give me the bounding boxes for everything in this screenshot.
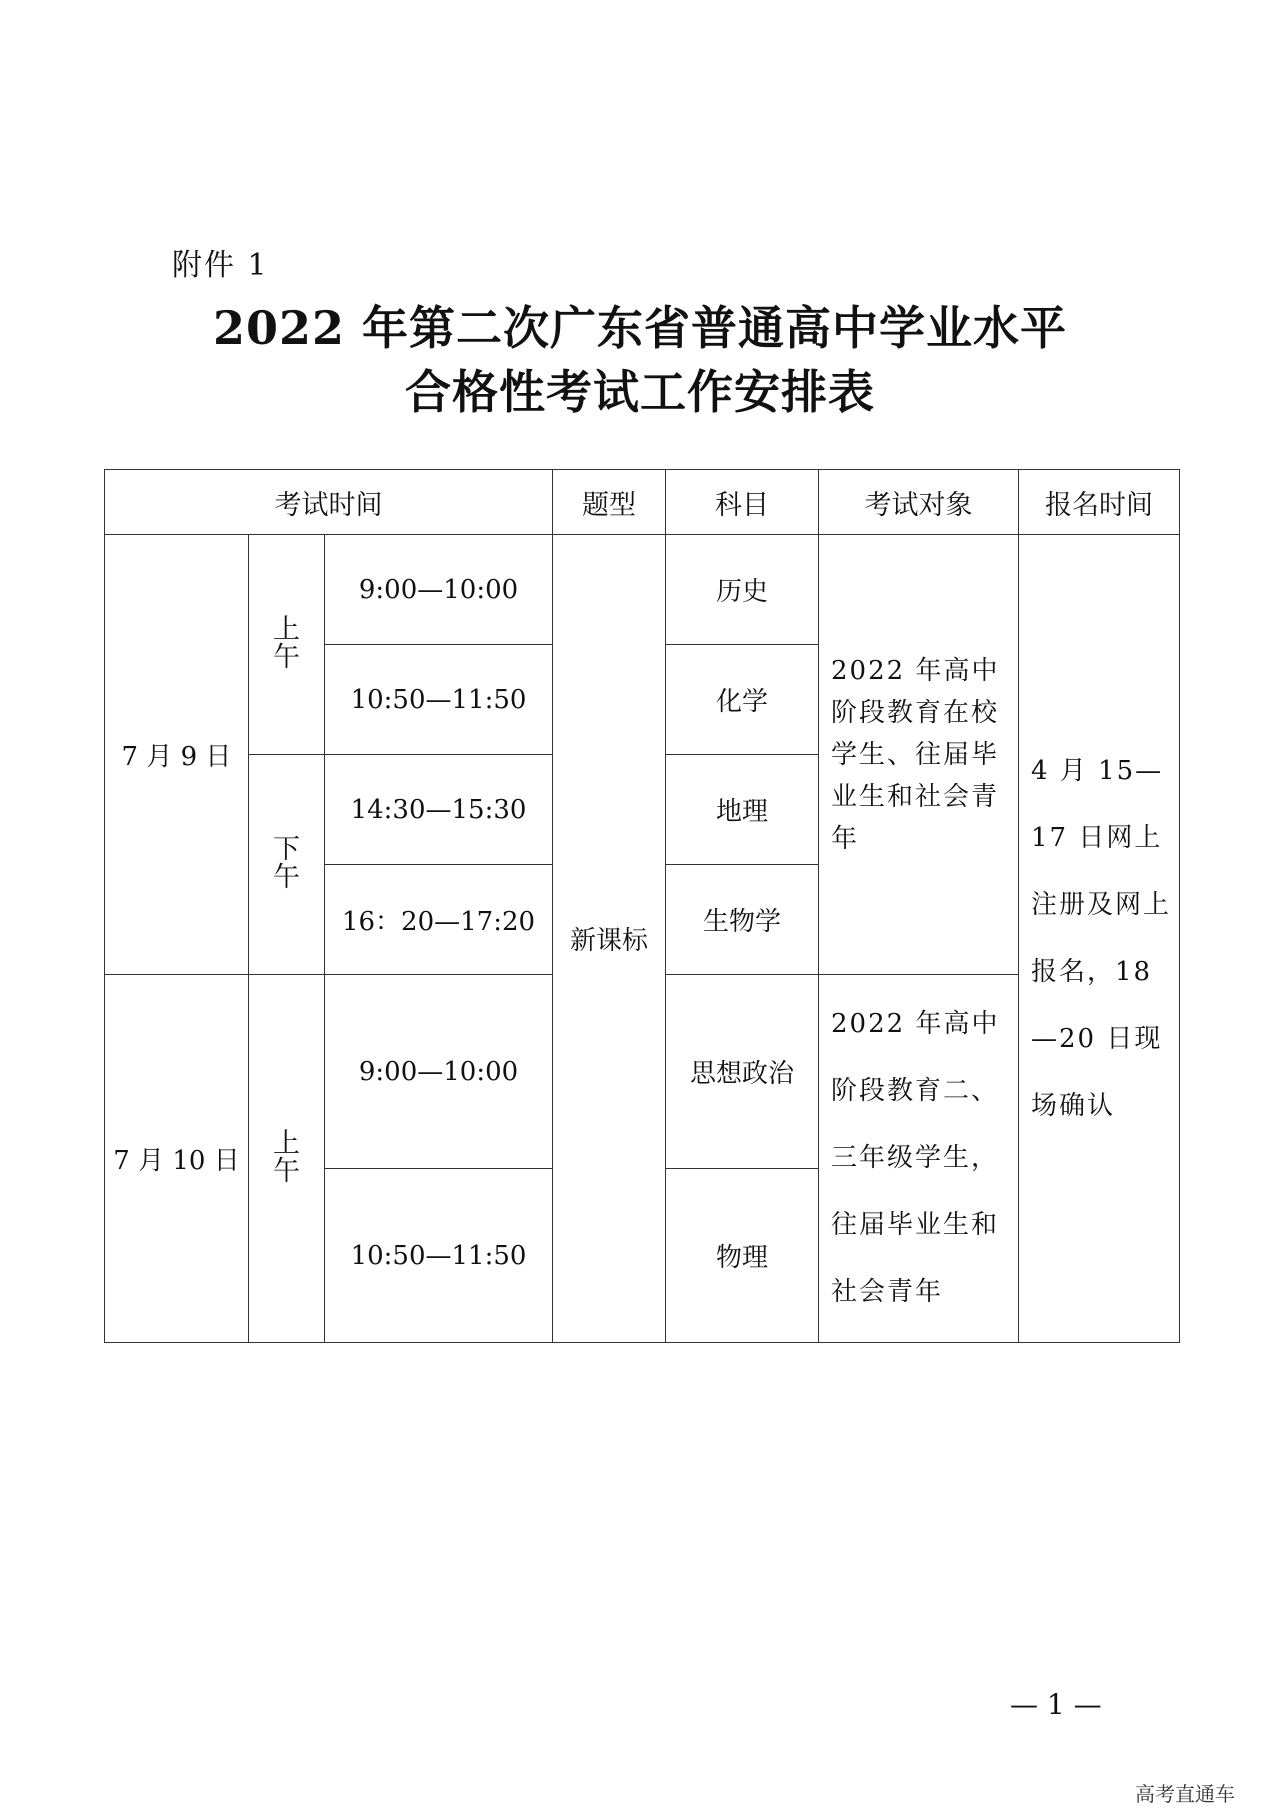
- subject-cell: 地理: [666, 755, 819, 865]
- exam-schedule-table: [104, 469, 1180, 1343]
- header-question-type: 题型: [553, 470, 666, 535]
- date-cell: 7 月 10 日: [105, 975, 249, 1343]
- header-subject: 科目: [666, 470, 819, 535]
- session-cell: [249, 975, 325, 1343]
- subject-cell: 物理: [666, 1169, 819, 1343]
- document-title-line2: 合格性考试工作安排表: [405, 365, 875, 419]
- subject-cell: 历史: [666, 535, 819, 645]
- session-label: 上午: [273, 613, 300, 674]
- header-registration-time: 报名时间: [1019, 470, 1180, 535]
- header-exam-time: 考试时间: [105, 470, 553, 535]
- time-slot-cell: 9:00—10:00: [325, 975, 553, 1169]
- subject-cell: 化学: [666, 645, 819, 755]
- exam-target-cell: 2022 年高中阶段教育在校学生、往届毕业生和社会青年: [819, 535, 1019, 975]
- page-number: — 1 —: [1010, 1688, 1102, 1721]
- watermark: 高考直通车: [1135, 1782, 1235, 1806]
- header-exam-target: 考试对象: [819, 470, 1019, 535]
- time-slot-cell: 16：20—17:20: [325, 865, 553, 975]
- subject-cell: 生物学: [666, 865, 819, 975]
- time-slot-cell: 10:50—11:50: [325, 1169, 553, 1343]
- attachment-label: 附件 1: [172, 248, 269, 283]
- question-type-cell: 新课标: [553, 535, 666, 1343]
- date-cell: 7 月 9 日: [105, 535, 249, 975]
- table-header-row: [105, 470, 1180, 535]
- registration-time-cell: 4 月 15—17 日网上注册及网上报名，18—20 日现场确认: [1019, 535, 1180, 1343]
- table-row: [105, 535, 1180, 645]
- session-label: 下午: [273, 833, 300, 894]
- session-label: 上午: [273, 1127, 300, 1188]
- time-slot-cell: 14:30—15:30: [325, 755, 553, 865]
- session-cell: [249, 755, 325, 975]
- time-slot-cell: 9:00—10:00: [325, 535, 553, 645]
- document-title-line1: 2022 年第二次广东省普通高中学业水平: [212, 301, 1068, 355]
- subject-cell: 思想政治: [666, 975, 819, 1169]
- session-cell: [249, 535, 325, 755]
- exam-target-cell: 2022 年高中阶段教育二、三年级学生，往届毕业生和社会青年: [819, 975, 1019, 1343]
- time-slot-cell: 10:50—11:50: [325, 645, 553, 755]
